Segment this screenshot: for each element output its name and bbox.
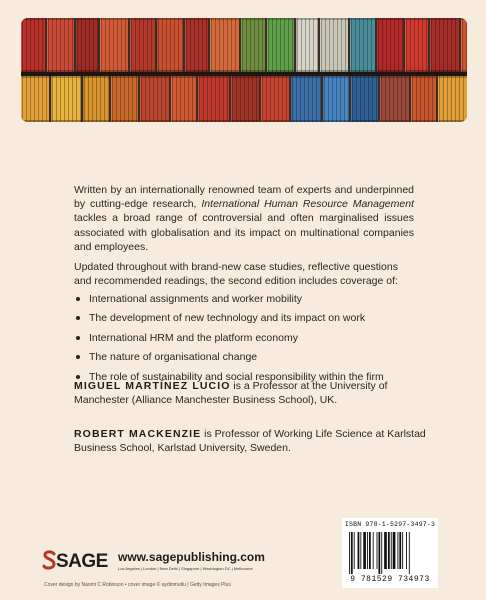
barcode-number: 9 781529 734973 [350,575,430,584]
blurb-text-a: Written by an internationally renowned team of experts and underpinned by cutting-edge research, [74,184,414,211]
book-title-italic: International Human Resource Management [201,198,414,211]
author-bio-text: is a Professor at the University of Manchester (Alliance Manchester Business School), UK. [74,380,388,407]
isbn-label: ISBN 978-1-5297-3497-3 [344,521,436,528]
shipping-container [47,18,74,72]
barcode-bar [406,532,407,569]
author-bio-1 [74,379,434,407]
list-item: International assignments and worker mobility [74,292,424,311]
sage-logo-text: SAGE [56,551,108,572]
cover-credit: Cover design by Naomi C Robinson • cover image © aydinmutlu | Getty Images Plus [44,582,231,588]
barcode-bar [363,532,366,569]
shipping-container [430,18,459,72]
shipping-container [210,18,239,72]
shipping-container [140,76,169,122]
shipping-container [198,76,229,122]
shipping-container [323,76,349,122]
barcode-bar [378,532,380,574]
shipping-container [241,18,265,72]
barcode-bar [349,532,350,574]
barcode-bar [381,532,382,574]
barcode-bar [373,532,374,569]
barcode-bar [391,532,392,569]
barcode-bars [348,532,434,574]
shipping-container [171,76,196,122]
shipping-container [100,18,128,72]
shipping-containers-photo [21,18,467,122]
barcode-bar [351,532,353,574]
blurb-paragraph-2: Updated throughout with brand-new case studies, reflective questions and recommended readings, the second edition includes coverage of: [74,261,398,288]
barcode-bar [360,532,361,569]
barcode-bar [384,532,387,569]
barcode-bar [409,532,410,574]
barcode-bar [377,532,378,569]
shipping-container [405,18,428,72]
shipping-container [21,76,49,122]
container-row-top [21,18,467,72]
barcode-bar [402,532,403,569]
isbn-barcode [342,518,438,588]
sage-s-icon [42,550,56,570]
shipping-container [185,18,208,72]
shipping-container [296,18,318,72]
author-bio-2 [74,427,434,455]
shipping-container [157,18,183,72]
barcode-bar [369,532,371,569]
publisher-cities: Los Angeles | London | New Delhi | Singapore | Washington DC | Melbourne [118,566,253,571]
barcode-bar [354,532,355,569]
barcode-bar [367,532,368,569]
shipping-container [350,18,375,72]
shipping-container [438,76,467,122]
barcode-bar [388,532,390,569]
publisher-url: www.sagepublishing.com [118,550,265,564]
list-item: The nature of organisational change [74,350,424,369]
author-name: MIGUEL MARTÍNEZ LUCIO [74,380,231,392]
sage-logo [42,550,108,573]
shipping-container [461,18,467,72]
list-item: The role of sustainability and social responsibility within the firm [74,370,424,389]
list-item: International HRM and the platform economy [74,331,424,350]
container-row-bottom [21,76,467,122]
shipping-container [320,18,348,72]
shipping-container [267,18,294,72]
shipping-container [83,76,109,122]
shipping-container [380,76,409,122]
shipping-container [76,18,98,72]
barcode-bar [397,532,398,569]
shipping-container [351,76,378,122]
shipping-container [231,76,259,122]
list-item: The development of new technology and its impact on work [74,311,424,330]
barcode-bar [393,532,396,569]
shipping-container [411,76,436,122]
blurb-paragraph-1 [74,183,414,254]
barcode-bar [399,532,401,569]
blurb-text-b: tackles a broad range of controversial and often marginalised issues associated with globalisation and its impact on multinational companies and employees. [74,212,414,253]
author-bio-text: is Professor of Working Life Science at Karlstad Business School, Karlstad University, Sweden. [74,428,426,455]
shipping-container [130,18,155,72]
author-name: ROBERT MACKENZIE [74,428,202,440]
shipping-container [377,18,403,72]
shipping-container [291,76,321,122]
shipping-container [21,18,45,72]
coverage-list [74,292,424,389]
shipping-container [111,76,138,122]
shipping-container [51,76,81,122]
shipping-container [261,76,289,122]
barcode-bar [358,532,360,569]
